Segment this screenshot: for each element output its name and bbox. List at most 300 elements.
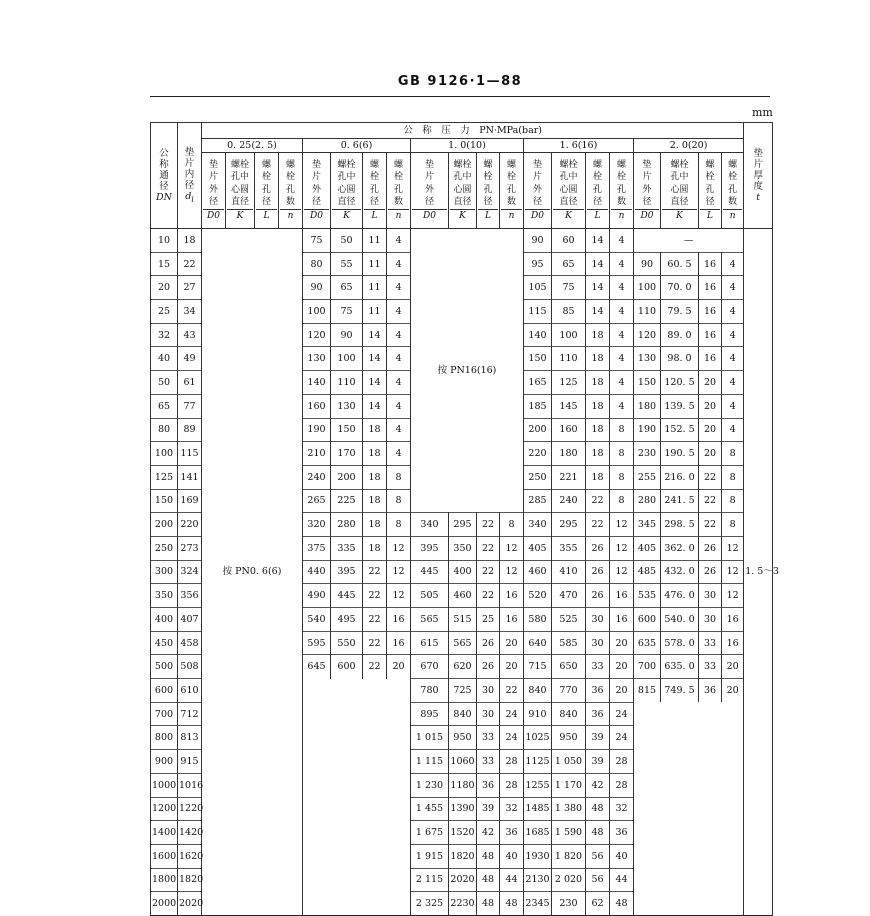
cell-di: 49 bbox=[178, 347, 202, 371]
cell-di: 407 bbox=[178, 608, 202, 632]
cell-pn10: 48 bbox=[477, 892, 500, 916]
cell-dn: 500 bbox=[151, 655, 178, 679]
cell-pn10: 1820 bbox=[449, 844, 477, 868]
table-row bbox=[151, 229, 773, 253]
sub-header-char: 直径 bbox=[337, 197, 356, 208]
cell-pn06: 130 bbox=[303, 347, 331, 371]
cell-di: 273 bbox=[178, 536, 202, 560]
cell-pn06: 280 bbox=[331, 513, 363, 537]
cell-dn: 150 bbox=[151, 489, 178, 513]
cell-pn06: 4 bbox=[387, 252, 411, 276]
cell-pn10: 2020 bbox=[449, 868, 477, 892]
cell-pn20: 30 bbox=[699, 608, 722, 632]
cell-pn20: 230 bbox=[634, 442, 661, 466]
cell-pn10: 26 bbox=[477, 631, 500, 655]
cell-pn06: 160 bbox=[303, 394, 331, 418]
header-dn-text bbox=[152, 148, 176, 203]
header-char: 称 bbox=[159, 159, 169, 170]
cell-pn06: 75 bbox=[303, 229, 331, 253]
cell-pn16: 44 bbox=[610, 868, 634, 892]
cell-pn16: 62 bbox=[586, 892, 610, 916]
cell-pn10: 565 bbox=[411, 608, 449, 632]
cell-pn10: 30 bbox=[477, 679, 500, 703]
cell-pn16: 14 bbox=[586, 300, 610, 324]
cell-pn10: 1 455 bbox=[411, 797, 449, 821]
sub-header-char: 外 bbox=[208, 184, 218, 195]
cell-pn10: 340 bbox=[411, 513, 449, 537]
sub-header-char: 螺栓 bbox=[670, 159, 689, 170]
cell-pn16: 85 bbox=[552, 300, 586, 324]
cell-pn16: 75 bbox=[552, 276, 586, 300]
cell-pn16: 240 bbox=[552, 489, 586, 513]
cell-pn20: 241. 5 bbox=[661, 489, 699, 513]
cell-pn06: 18 bbox=[363, 418, 387, 442]
cell-pn20: 16 bbox=[699, 276, 722, 300]
cell-pn16: 140 bbox=[524, 323, 552, 347]
cell-pn10: 2 325 bbox=[411, 892, 449, 916]
cell-pn16: 16 bbox=[610, 584, 634, 608]
sub-header-char: 片 bbox=[311, 172, 321, 183]
cell-pn20: 16 bbox=[699, 323, 722, 347]
cell-pn20: 120. 5 bbox=[661, 371, 699, 395]
cell-pn20: 26 bbox=[699, 560, 722, 584]
cell-pn16: 1685 bbox=[524, 821, 552, 845]
cell-pn16: 295 bbox=[552, 513, 586, 537]
cell-pn20: 90 bbox=[634, 252, 661, 276]
cell-pn10: 350 bbox=[449, 536, 477, 560]
sub-header-char: 垫 bbox=[642, 159, 652, 170]
sub-header-char: L bbox=[587, 209, 608, 223]
header-char: 度 bbox=[753, 181, 763, 192]
sub-header-char: 孔中 bbox=[453, 172, 472, 183]
cell-pn16: 520 bbox=[524, 584, 552, 608]
header-di bbox=[178, 123, 202, 229]
cell-pn16: 640 bbox=[524, 631, 552, 655]
sub-header-char: 垫 bbox=[532, 159, 542, 170]
cell-pn06: 8 bbox=[387, 489, 411, 513]
cell-pn16: 22 bbox=[586, 489, 610, 513]
cell-pn10: 42 bbox=[477, 821, 500, 845]
cell-pn06: 22 bbox=[363, 655, 387, 679]
sub-header-char: K bbox=[227, 209, 253, 223]
cell-pn16: 1 590 bbox=[552, 821, 586, 845]
cell-di: 712 bbox=[178, 702, 202, 726]
cell-pn06: 395 bbox=[331, 560, 363, 584]
cell-pn16: 20 bbox=[610, 679, 634, 703]
cell-di: 610 bbox=[178, 679, 202, 703]
cell-pn20: 700 bbox=[634, 655, 661, 679]
cell-pn16: 2345 bbox=[524, 892, 552, 916]
cell-pn16: 24 bbox=[610, 702, 634, 726]
cell-pn06: 11 bbox=[363, 252, 387, 276]
sub-header-k bbox=[661, 153, 699, 229]
cell-pn06: 550 bbox=[331, 631, 363, 655]
sub-header-char: L bbox=[256, 209, 277, 223]
cell-pn06: 4 bbox=[387, 347, 411, 371]
cell-pn20: 30 bbox=[699, 584, 722, 608]
cell-pn16: 125 bbox=[552, 371, 586, 395]
sub-header-char: 孔 bbox=[393, 184, 403, 195]
cell-pn10: 28 bbox=[500, 750, 524, 774]
cell-pn06: 240 bbox=[303, 465, 331, 489]
sub-header-char: D0 bbox=[525, 209, 550, 223]
cell-pn10: 515 bbox=[449, 608, 477, 632]
merged-pn10: 按 PN16(16) bbox=[411, 229, 524, 513]
cell-pn20: 150 bbox=[634, 371, 661, 395]
cell-dn: 400 bbox=[151, 608, 178, 632]
sub-header-char: 外 bbox=[424, 184, 434, 195]
cell-dn: 1000 bbox=[151, 773, 178, 797]
cell-dn: 1600 bbox=[151, 844, 178, 868]
cell-pn06: 14 bbox=[363, 371, 387, 395]
sub-header-char: n bbox=[388, 209, 409, 223]
cell-pn16: 405 bbox=[524, 536, 552, 560]
cell-pn20: 20 bbox=[699, 418, 722, 442]
cell-di: 1420 bbox=[178, 821, 202, 845]
cell-dn: 25 bbox=[151, 300, 178, 324]
cell-pn16: 18 bbox=[586, 465, 610, 489]
cell-dn: 250 bbox=[151, 536, 178, 560]
cell-pn10: 400 bbox=[449, 560, 477, 584]
cell-pn20: 4 bbox=[722, 371, 744, 395]
sub-header-char: 片 bbox=[532, 172, 542, 183]
cell-pn06: 55 bbox=[331, 252, 363, 276]
cell-pn16: 220 bbox=[524, 442, 552, 466]
sub-header-do bbox=[202, 153, 226, 229]
cell-pn16: 4 bbox=[610, 347, 634, 371]
sub-header-char: 心圆 bbox=[453, 184, 472, 195]
cell-pn16: 26 bbox=[586, 536, 610, 560]
cell-pn16: 26 bbox=[586, 584, 610, 608]
cell-pn20: 4 bbox=[722, 418, 744, 442]
cell-di: 77 bbox=[178, 394, 202, 418]
cell-pn16: 39 bbox=[586, 750, 610, 774]
sub-header-char: 螺 bbox=[728, 159, 738, 170]
sub-header-char: 螺 bbox=[369, 159, 379, 170]
cell-pn20: 16 bbox=[699, 347, 722, 371]
cell-pn10: 48 bbox=[477, 868, 500, 892]
sub-header-char: 片 bbox=[642, 172, 652, 183]
cell-pn10: 950 bbox=[449, 726, 477, 750]
cell-di: 61 bbox=[178, 371, 202, 395]
cell-dn: 65 bbox=[151, 394, 178, 418]
cell-pn20: 16 bbox=[722, 608, 744, 632]
cell-pn10: 36 bbox=[500, 821, 524, 845]
blank-pn06 bbox=[303, 679, 411, 916]
cell-pn10: 2 115 bbox=[411, 868, 449, 892]
cell-pn10: 1 915 bbox=[411, 844, 449, 868]
cell-pn10: 12 bbox=[500, 536, 524, 560]
gasket-dimension-table bbox=[150, 122, 779, 916]
cell-pn20: 60. 5 bbox=[661, 252, 699, 276]
cell-pn10: 615 bbox=[411, 631, 449, 655]
cell-pn20: 110 bbox=[634, 300, 661, 324]
header-thickness bbox=[744, 123, 773, 229]
cell-pn16: 16 bbox=[610, 608, 634, 632]
sub-header-char: 螺 bbox=[705, 159, 715, 170]
sub-header-char: K bbox=[553, 209, 584, 223]
header-pn10: 1. 0(10) bbox=[411, 139, 524, 153]
cell-pn10: 1 230 bbox=[411, 773, 449, 797]
cell-pn06: 16 bbox=[387, 608, 411, 632]
sub-header-char: 径 bbox=[311, 197, 321, 208]
cell-pn20: 16 bbox=[722, 631, 744, 655]
cell-pn06: 18 bbox=[363, 489, 387, 513]
cell-pn20: 190 bbox=[634, 418, 661, 442]
header-dn bbox=[151, 123, 178, 229]
cell-pn06: 18 bbox=[363, 442, 387, 466]
cell-pn16: 28 bbox=[610, 750, 634, 774]
cell-dn: 80 bbox=[151, 418, 178, 442]
cell-pn20: 33 bbox=[699, 655, 722, 679]
sub-header-char: 心圆 bbox=[337, 184, 356, 195]
header-di-text bbox=[179, 147, 200, 205]
sub-header-char: 片 bbox=[424, 172, 434, 183]
sub-header-char: 螺 bbox=[285, 159, 295, 170]
cell-pn20: 130 bbox=[634, 347, 661, 371]
cell-pn16: 4 bbox=[610, 300, 634, 324]
cell-pn20: 190. 5 bbox=[661, 442, 699, 466]
sub-header-char: 直径 bbox=[670, 197, 689, 208]
cell-pn20: 20 bbox=[722, 655, 744, 679]
sub-header-char: 栓 bbox=[285, 172, 295, 183]
cell-pn20: 635 bbox=[634, 631, 661, 655]
cell-pn06: 4 bbox=[387, 442, 411, 466]
cell-pn20: 540. 0 bbox=[661, 608, 699, 632]
cell-pn16: 770 bbox=[552, 679, 586, 703]
cell-pn10: 840 bbox=[449, 702, 477, 726]
cell-pn16: 4 bbox=[610, 252, 634, 276]
cell-di: 1820 bbox=[178, 868, 202, 892]
cell-pn10: 1520 bbox=[449, 821, 477, 845]
cell-pn16: 165 bbox=[524, 371, 552, 395]
cell-pn16: 1 380 bbox=[552, 797, 586, 821]
cell-pn10: 32 bbox=[500, 797, 524, 821]
cell-pn16: 20 bbox=[610, 655, 634, 679]
header-char: DN bbox=[156, 192, 172, 203]
cell-pn06: 600 bbox=[331, 655, 363, 679]
cell-pn16: 8 bbox=[610, 489, 634, 513]
cell-pn16: 4 bbox=[610, 371, 634, 395]
cell-pn20: 36 bbox=[699, 679, 722, 703]
sub-header-char: 栓 bbox=[369, 172, 379, 183]
cell-pn16: 33 bbox=[586, 655, 610, 679]
sub-header-char: 孔中 bbox=[337, 172, 356, 183]
cell-pn16: 32 bbox=[610, 797, 634, 821]
cell-pn20: 635. 0 bbox=[661, 655, 699, 679]
sub-header-char: 直径 bbox=[230, 197, 249, 208]
cell-di: 27 bbox=[178, 276, 202, 300]
cell-di: 1016 bbox=[178, 773, 202, 797]
cell-pn16: 12 bbox=[610, 513, 634, 537]
cell-pn10: 48 bbox=[500, 892, 524, 916]
cell-pn10: 565 bbox=[449, 631, 477, 655]
sub-header-char: K bbox=[450, 209, 475, 223]
cell-pn06: 375 bbox=[303, 536, 331, 560]
cell-pn06: 190 bbox=[303, 418, 331, 442]
cell-dn: 125 bbox=[151, 465, 178, 489]
header-pn025: 0. 25(2. 5) bbox=[202, 139, 303, 153]
sub-header-k bbox=[552, 153, 586, 229]
cell-pn16: 8 bbox=[610, 465, 634, 489]
sub-header-char: 径 bbox=[532, 197, 542, 208]
cell-pn16: 56 bbox=[586, 844, 610, 868]
cell-di: 220 bbox=[178, 513, 202, 537]
sub-header-char: 垫 bbox=[311, 159, 321, 170]
sub-header-char: 心圆 bbox=[670, 184, 689, 195]
cell-pn10: 1 015 bbox=[411, 726, 449, 750]
sub-header-char: 外 bbox=[311, 184, 321, 195]
cell-pn10: 1390 bbox=[449, 797, 477, 821]
cell-pn16: 650 bbox=[552, 655, 586, 679]
sub-header-char: 孔中 bbox=[670, 172, 689, 183]
unit-label: mm bbox=[752, 106, 773, 119]
sub-header-char: 径 bbox=[261, 197, 271, 208]
sub-header-char: 直径 bbox=[559, 197, 578, 208]
cell-pn20: 815 bbox=[634, 679, 661, 703]
sub-header-char: 心圆 bbox=[559, 184, 578, 195]
cell-di: 34 bbox=[178, 300, 202, 324]
cell-pn10: 24 bbox=[500, 702, 524, 726]
sub-header-char: D0 bbox=[304, 209, 329, 223]
cell-pn10: 295 bbox=[449, 513, 477, 537]
cell-dn: 450 bbox=[151, 631, 178, 655]
cell-pn06: 645 bbox=[303, 655, 331, 679]
cell-pn06: 90 bbox=[331, 323, 363, 347]
sub-header-do bbox=[524, 153, 552, 229]
cell-pn20: 8 bbox=[722, 513, 744, 537]
cell-pn06: 320 bbox=[303, 513, 331, 537]
cell-pn10: 39 bbox=[477, 797, 500, 821]
cell-pn20: 98. 0 bbox=[661, 347, 699, 371]
cell-pn06: 16 bbox=[387, 631, 411, 655]
cell-pn16: 525 bbox=[552, 608, 586, 632]
cell-pn16: 1025 bbox=[524, 726, 552, 750]
header-char: 片 bbox=[753, 159, 763, 170]
header-char: 片 bbox=[184, 157, 195, 169]
cell-pn16: 2130 bbox=[524, 868, 552, 892]
cell-pn06: 140 bbox=[303, 371, 331, 395]
cell-pn06: 14 bbox=[363, 394, 387, 418]
cell-pn10: 1 115 bbox=[411, 750, 449, 774]
cell-pn16: 110 bbox=[552, 347, 586, 371]
sub-header-char: 孔 bbox=[369, 184, 379, 195]
cell-dn: 40 bbox=[151, 347, 178, 371]
sub-header-char: 栓 bbox=[506, 172, 516, 183]
cell-pn06: 18 bbox=[363, 465, 387, 489]
header-char: t bbox=[756, 192, 761, 203]
sub-header-char: L bbox=[478, 209, 498, 223]
cell-pn16: 145 bbox=[552, 394, 586, 418]
cell-pn10: 1060 bbox=[449, 750, 477, 774]
header-pn16: 1. 6(16) bbox=[524, 139, 634, 153]
sub-header-char: 外 bbox=[642, 184, 652, 195]
cell-pn16: 22 bbox=[586, 513, 610, 537]
header-char: 内 bbox=[184, 168, 195, 180]
cell-pn16: 39 bbox=[586, 726, 610, 750]
sub-header-char: 片 bbox=[208, 172, 218, 183]
sub-header-char: 螺 bbox=[483, 159, 493, 170]
cell-pn10: 2230 bbox=[449, 892, 477, 916]
sub-header-char: 径 bbox=[642, 197, 652, 208]
cell-pn10: 505 bbox=[411, 584, 449, 608]
sub-header-char: 数 bbox=[616, 197, 626, 208]
cell-pn06: 90 bbox=[303, 276, 331, 300]
cell-pn20: 485 bbox=[634, 560, 661, 584]
cell-pn16: 1485 bbox=[524, 797, 552, 821]
cell-pn10: 8 bbox=[500, 513, 524, 537]
document-header: GB 9126·1—88 bbox=[397, 74, 523, 89]
header-char: 径 bbox=[159, 181, 169, 192]
cell-pn16: 185 bbox=[524, 394, 552, 418]
table-body bbox=[151, 229, 779, 916]
cell-dn: 20 bbox=[151, 276, 178, 300]
cell-pn16: 48 bbox=[610, 892, 634, 916]
cell-dn: 15 bbox=[151, 252, 178, 276]
cell-pn16: 12 bbox=[610, 560, 634, 584]
cell-pn06: 11 bbox=[363, 300, 387, 324]
cell-pn20: 749. 5 bbox=[661, 679, 699, 703]
cell-pn06: 11 bbox=[363, 229, 387, 253]
cell-pn10: 20 bbox=[500, 655, 524, 679]
sub-header-n bbox=[610, 153, 634, 229]
cell-pn16: 200 bbox=[524, 418, 552, 442]
cell-dn: 100 bbox=[151, 442, 178, 466]
header-char: 通 bbox=[159, 170, 169, 181]
cell-pn10: 1 675 bbox=[411, 821, 449, 845]
sub-header-char: 数 bbox=[506, 197, 516, 208]
sub-header-char: 螺栓 bbox=[337, 159, 356, 170]
cell-pn16: 65 bbox=[552, 252, 586, 276]
cell-pn16: 40 bbox=[610, 844, 634, 868]
cell-pn20: 22 bbox=[699, 489, 722, 513]
cell-pn06: 100 bbox=[331, 347, 363, 371]
sub-header-char: n bbox=[723, 209, 742, 223]
cell-pn06: 4 bbox=[387, 371, 411, 395]
cell-di: 324 bbox=[178, 560, 202, 584]
sub-header-char: 数 bbox=[393, 197, 403, 208]
cell-pn16: 180 bbox=[552, 442, 586, 466]
cell-pn16: 1 050 bbox=[552, 750, 586, 774]
sub-header-char: 栓 bbox=[261, 172, 271, 183]
cell-pn06: 4 bbox=[387, 300, 411, 324]
cell-pn16: 30 bbox=[586, 608, 610, 632]
sub-header-k bbox=[331, 153, 363, 229]
cell-pn06: 80 bbox=[303, 252, 331, 276]
cell-pn16: 48 bbox=[586, 797, 610, 821]
merged-pn20-dn10: — bbox=[634, 229, 744, 253]
cell-pn16: 36 bbox=[586, 679, 610, 703]
cell-pn06: 120 bbox=[303, 323, 331, 347]
cell-pn20: 4 bbox=[722, 394, 744, 418]
cell-pn20: 432. 0 bbox=[661, 560, 699, 584]
cell-pn20: 4 bbox=[722, 300, 744, 324]
cell-pn16: 221 bbox=[552, 465, 586, 489]
cell-pn20: 12 bbox=[722, 536, 744, 560]
sub-header-char: n bbox=[280, 209, 301, 223]
cell-pn20: 152. 5 bbox=[661, 418, 699, 442]
cell-pn10: 620 bbox=[449, 655, 477, 679]
cell-pn10: 395 bbox=[411, 536, 449, 560]
cell-pn16: 460 bbox=[524, 560, 552, 584]
cell-di: 1220 bbox=[178, 797, 202, 821]
cell-pn06: 4 bbox=[387, 276, 411, 300]
cell-pn20: 8 bbox=[722, 465, 744, 489]
cell-pn20: 345 bbox=[634, 513, 661, 537]
cell-pn16: 18 bbox=[586, 347, 610, 371]
cell-pn16: 340 bbox=[524, 513, 552, 537]
sub-header-char: 径 bbox=[208, 197, 218, 208]
